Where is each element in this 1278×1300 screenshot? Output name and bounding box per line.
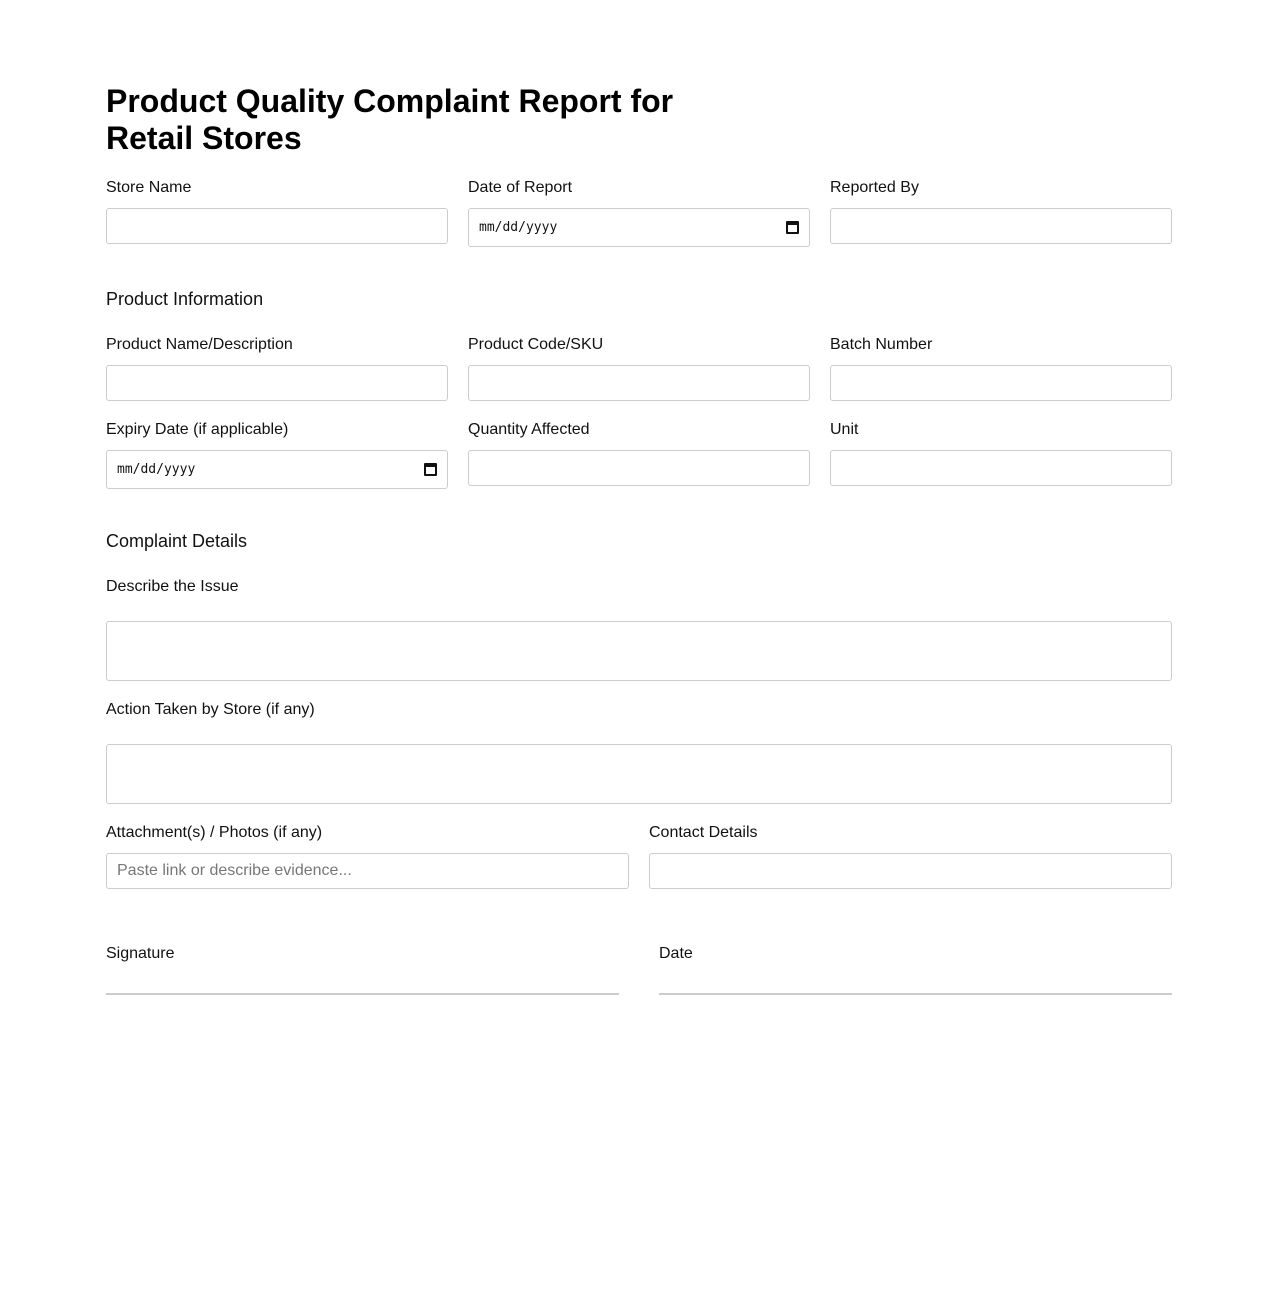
store-name-label: Store Name — [106, 179, 192, 196]
reported-by-input[interactable] — [830, 208, 1172, 244]
describe-issue-textarea[interactable] — [106, 621, 1172, 681]
page-title: Product Quality Complaint Report for Retail Stores — [106, 83, 674, 156]
complaint-details-heading: Complaint Details — [106, 531, 248, 551]
contact-details-input[interactable] — [649, 853, 1172, 889]
calendar-icon[interactable] — [786, 221, 799, 234]
signoff-date-line[interactable] — [659, 993, 1172, 995]
calendar-icon[interactable] — [424, 463, 437, 476]
attachments-placeholder: Paste link or describe evidence... — [117, 862, 352, 879]
attachments-input[interactable] — [106, 853, 629, 889]
product-code-label: Product Code/SKU — [468, 336, 604, 353]
attachments-label: Attachment(s) / Photos (if any) — [106, 824, 323, 841]
signoff-date-label: Date — [659, 945, 693, 962]
contact-details-label: Contact Details — [649, 824, 758, 841]
action-taken-label: Action Taken by Store (if any) — [106, 701, 315, 718]
expiry-date-input[interactable] — [106, 450, 448, 489]
unit-input[interactable] — [830, 450, 1172, 486]
expiry-date-value: mm/dd/yyyy — [117, 462, 196, 477]
batch-number-input[interactable] — [830, 365, 1172, 401]
date-of-report-input[interactable] — [468, 208, 810, 247]
product-information-heading: Product Information — [106, 289, 264, 309]
batch-number-label: Batch Number — [830, 336, 933, 353]
product-code-input[interactable] — [468, 365, 810, 401]
expiry-date-label: Expiry Date (if applicable) — [106, 421, 289, 438]
product-name-input[interactable] — [106, 365, 448, 401]
describe-issue-label: Describe the Issue — [106, 578, 239, 595]
signature-label: Signature — [106, 945, 175, 962]
action-taken-textarea[interactable] — [106, 744, 1172, 804]
date-of-report-value: mm/dd/yyyy — [479, 220, 558, 235]
signature-line[interactable] — [106, 993, 619, 995]
date-of-report-label: Date of Report — [468, 179, 573, 196]
product-name-label: Product Name/Description — [106, 336, 293, 353]
unit-label: Unit — [830, 421, 859, 438]
store-name-input[interactable] — [106, 208, 448, 244]
reported-by-label: Reported By — [830, 179, 919, 196]
quantity-affected-label: Quantity Affected — [468, 421, 590, 438]
quantity-affected-input[interactable] — [468, 450, 810, 486]
